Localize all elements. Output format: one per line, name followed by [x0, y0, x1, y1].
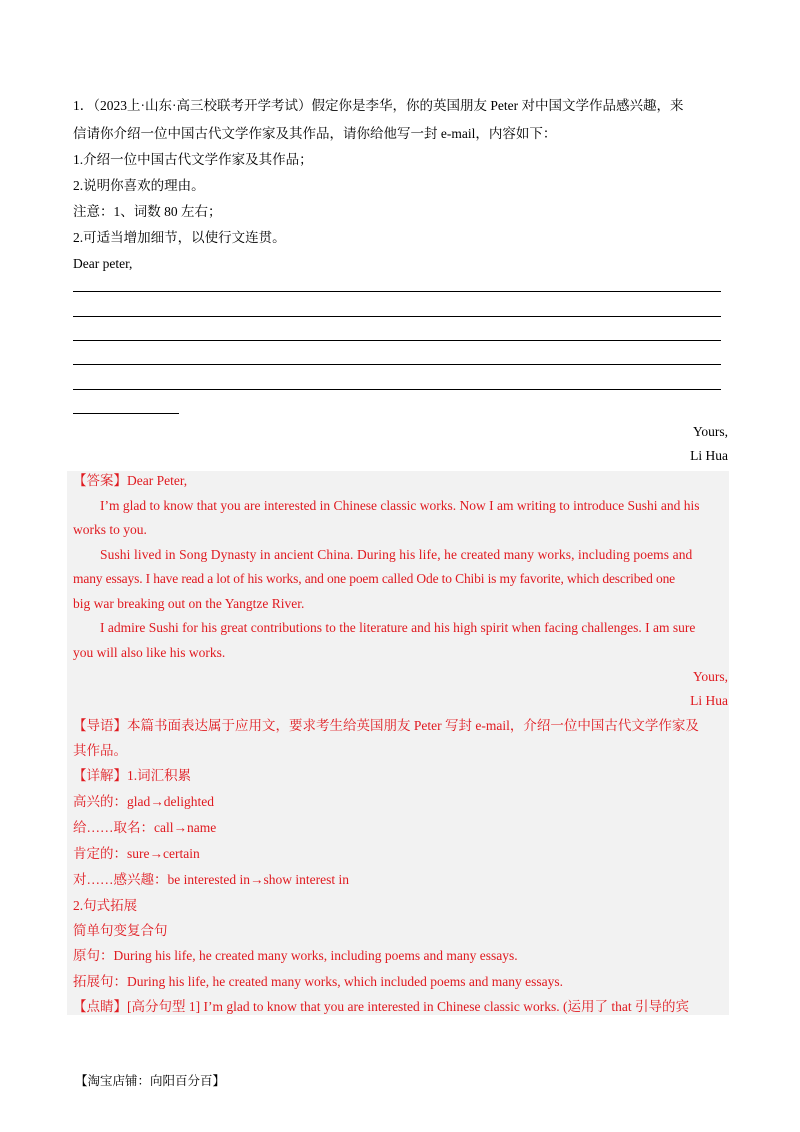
- writing-line: [73, 291, 721, 292]
- point-line: 【点睛】[高分句型 1] I’m glad to know that you are interested in Chinese classic works. (运用了 that 引导的宾: [73, 999, 690, 1014]
- answer-greeting: Dear Peter,: [127, 473, 188, 488]
- note-2: 2.可适当增加细节，以使行文连贯。: [73, 230, 286, 245]
- footer-shop: 【淘宝店铺：向阳百分百】: [75, 1073, 226, 1088]
- sentence-section-title: 2.句式拓展: [73, 898, 138, 913]
- closing-name: Li Hua: [690, 448, 728, 463]
- answer-paragraph-1-line-1: I’m glad to know that you are interested in Chinese classic works. Now I am writing to introduce Sushi and his: [100, 498, 700, 513]
- question-line-2: 信请你介绍一位中国古代文学作家及其作品，请你给他写一封 e-mail，内容如下：: [73, 126, 557, 141]
- writing-line: [73, 364, 721, 365]
- answer-paragraph-2-line-2: many essays. I have read a lot of his works, and one poem called Ode to Chibi is my favorite, which described one: [73, 571, 676, 586]
- vocab-item: 给……取名：call→name: [73, 820, 217, 835]
- guide-line-1: 【导语】本篇书面表达属于应用文，要求考生给英国朋友 Peter 写封 e-mail，介绍一位中国古代文学作家及: [73, 718, 699, 733]
- vocab-item: 高兴的：glad→delighted: [73, 794, 214, 809]
- sentence-section-subtitle: 简单句变复合句: [73, 923, 168, 938]
- vocab-item: 肯定的：sure→certain: [73, 846, 200, 861]
- writing-line: [73, 340, 721, 341]
- answer-paragraph-3-line-2: you will also like his works.: [73, 645, 226, 660]
- guide-line-2: 其作品。: [73, 743, 127, 758]
- vocab-item: 对……感兴趣：be interested in→show interest in: [73, 872, 349, 887]
- original-sentence: 原句：During his life, he created many works, including poems and many essays.: [73, 948, 518, 963]
- answer-heading: [73, 472, 187, 490]
- extended-sentence: 拓展句：During his life, he created many works, which included poems and many essays.: [73, 974, 564, 989]
- note-1: 注意：1、词数 80 左右；: [73, 204, 222, 219]
- writing-line: [73, 389, 721, 390]
- question-line-1: 1．（2023上·山东·高三校联考开学考试）假定你是李华，你的英国朋友 Peter 对中国文学作品感兴趣，来: [73, 98, 684, 113]
- detail-heading: 【详解】1.词汇积累: [73, 768, 192, 783]
- answer-label: 【答案】: [73, 473, 127, 488]
- answer-paragraph-2-line-3: big war breaking out on the Yangtze River.: [73, 596, 305, 611]
- requirement-1: 1.介绍一位中国古代文学作家及其作品；: [73, 152, 313, 167]
- writing-line-short: [73, 413, 179, 414]
- answer-paragraph-1-line-2: works to you.: [73, 522, 147, 537]
- closing-yours: Yours,: [692, 424, 728, 439]
- answer-paragraph-3-line-1: I admire Sushi for his great contributions to the literature and his high spirit when facing challenges. I am sure: [100, 620, 696, 635]
- requirement-2: 2.说明你喜欢的理由。: [73, 178, 205, 193]
- letter-greeting: Dear peter,: [73, 256, 133, 271]
- writing-line: [73, 316, 721, 317]
- answer-closing-yours: Yours,: [692, 669, 728, 684]
- answer-paragraph-2-line-1: Sushi lived in Song Dynasty in ancient China. During his life, he created many works, including poems and: [100, 547, 693, 562]
- answer-closing-name: Li Hua: [690, 693, 728, 708]
